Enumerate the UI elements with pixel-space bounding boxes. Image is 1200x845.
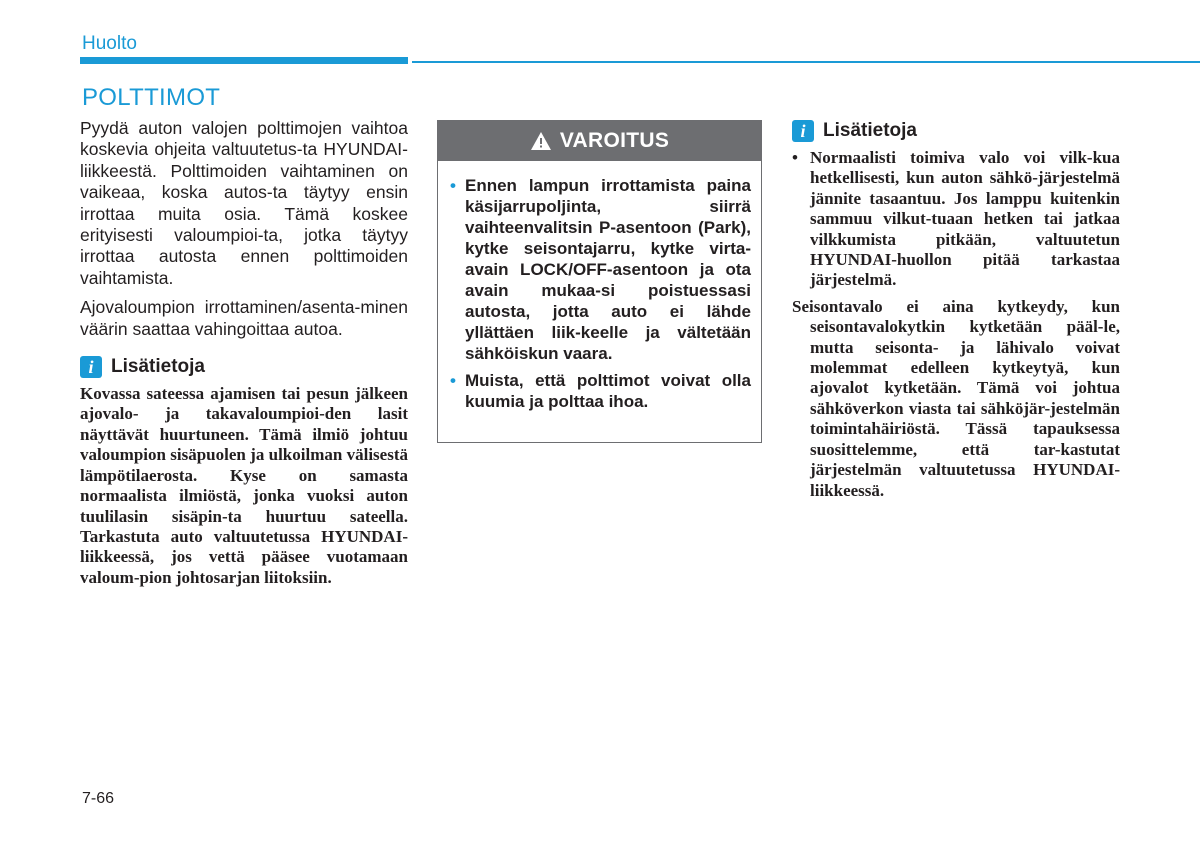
info-text: Kovassa sateessa ajamisen tai pesun jälkeen ajovalo- ja takavaloumpioi-den lasit näyttävät huurtuneen. Tämä ilmiö johtuu valoumpion sisäpuolen ja ulkoilman välisestä lämpötilaerosta. Kyse on samasta normaalista ilmiöstä, jonka vuoksi auton tuulilasin sisäpin-ta huurtuu sateella. Tarkastuta auto valtuutetussa HYUNDAI-liikkeessä, jos vettä pääsee vuotamaan valoum-pion johtosarjan liitoksiin. [80,384,408,587]
info-bullet: • Normaalisti toimiva valo voi vilk-kua hetkellisesti, kun auton sähkö-järjestelmä jännite tasaantuu. Jos lamppu kuitenkin sammuu vilkut-tuaan hetken tai jatkaa vilkkumista pitkään, valtuutetun HYUNDAI-huollon pitää tarkastaa järjestelmä. [792,148,1120,290]
info-icon: i [792,120,814,142]
info-title: Lisätietoja [111,356,205,378]
warning-item: • Ennen lampun irrottamista paina käsijarrupoljinta, siirrä vaihteenvalitsin P-asentoon (Park), kytke seisontajarru, kytke virta-avain LOCK/OFF-asentoon ja ota avain mukaa-si poistuessasi autosta, jotta auto ei lähde yllättäen liik-keelle ja vältetään sähköiskun vaara. [450,176,751,363]
bullet: • [450,176,456,195]
warning-list [438,161,761,412]
info-heading [792,120,1120,142]
page-number: 7-66 [82,790,115,807]
info-paragraph: Seisontavalo ei aina kytkeydy, kun seisontavalokytkin kytketään pääl-le, mutta seisonta- ja lähivalo voivat molemmat edelleen kytkeytyä, kun ajovalot kytketään. Tämä voi johtua sähköverkon viasta tai sähköjär-jestelmän toimintahäiriöstä. Tässä tapauksessa suosittelemme, että tar-kastutat järjestelmän valtuutetussa HYUNDAI-liikkeessä. [792,296,1120,500]
header-bar [80,57,408,64]
warning-item: • Muista, että polttimot voivat olla kuumia ja polttaa ihoa. [450,371,751,411]
column-left [80,118,408,588]
bullet: • [450,371,456,390]
column-right [792,120,1120,501]
section-label: Huolto [82,33,137,54]
warning-box [437,120,762,443]
page-title: POLTTIMOT [82,84,221,111]
caution-paragraph: Ajovaloumpion irrottaminen/asenta-minen väärin saattaa vahingoittaa autoa. [80,297,408,339]
bullet: • [792,148,798,167]
header-rule [412,61,1200,63]
info-icon: i [80,356,102,378]
warning-header [438,121,761,161]
info-title: Lisätietoja [823,120,917,141]
intro-paragraph: Pyydä auton valojen polttimojen vaihtoa koskevia ohjeita valtuutetus-ta HYUNDAI-liikkeestä. Polttimoiden vaihtaminen on vaikeaa, koska autos-ta täytyy ensin irrottaa muita osia. Tämä koskee erityisesti valoumpioi-ta, jotka täytyy irrottaa autosta ennen polttimoiden vaihtamista. [80,118,408,288]
warning-triangle-icon [530,131,552,151]
info-heading [80,356,408,378]
warning-title: VAROITUS [559,129,670,152]
